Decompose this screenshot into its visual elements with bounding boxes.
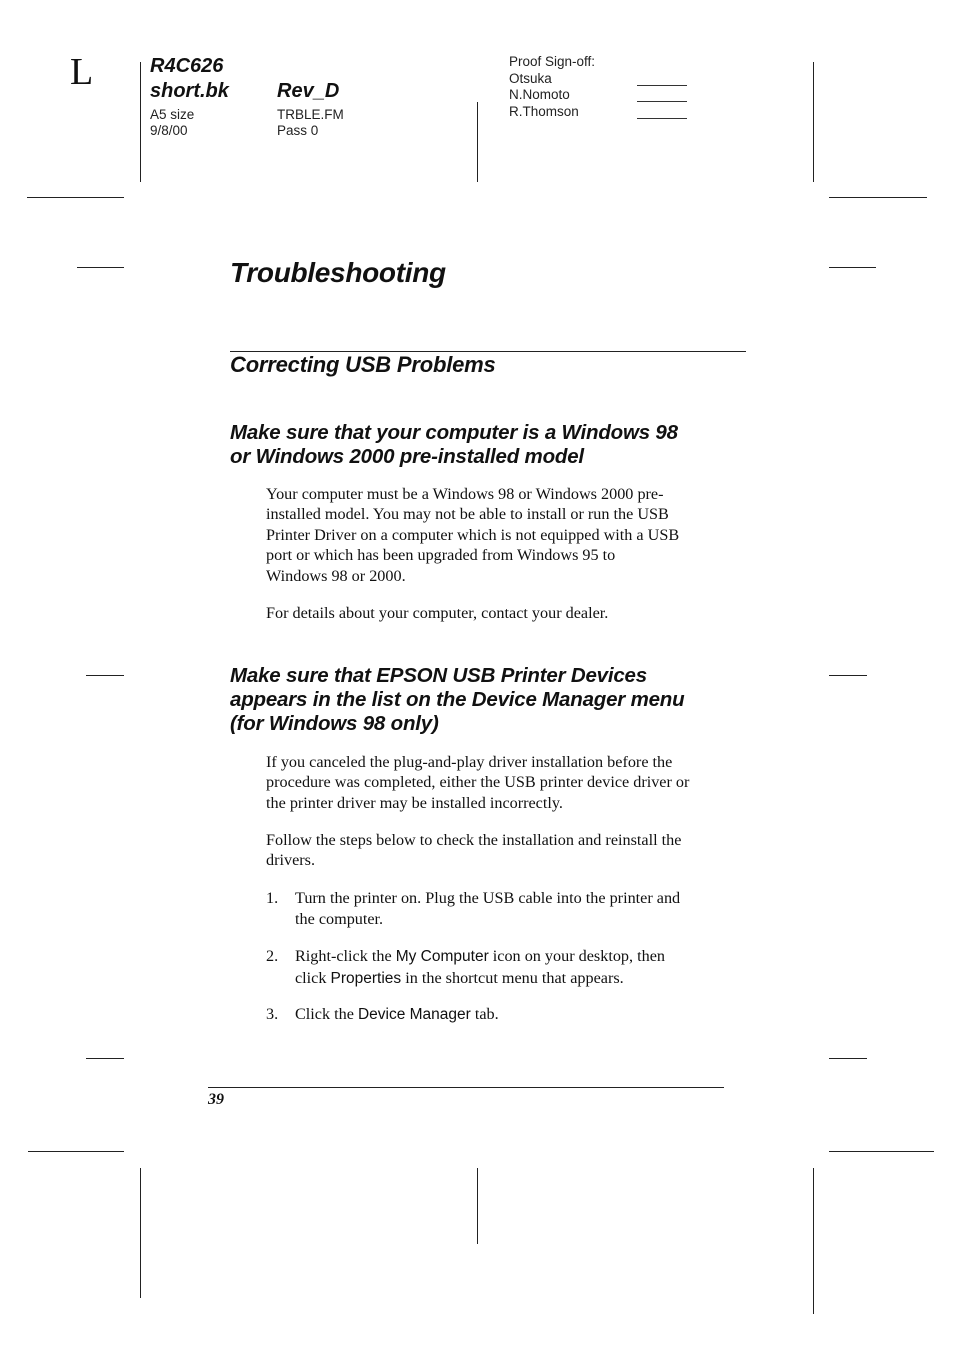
- text-line: installed model. You may not be able to install or run the USB: [266, 505, 669, 524]
- signer-name: N.Nomoto: [509, 87, 570, 102]
- step-number: 1.: [266, 889, 279, 907]
- crop-mark-top-left-vertical: [140, 62, 141, 182]
- text-line: Windows 98 or 2000.: [266, 566, 406, 585]
- text-line: the printer driver may be installed incorrectly.: [266, 793, 563, 812]
- ui-term-my-computer: My Computer: [395, 948, 489, 965]
- step-line: [295, 968, 756, 990]
- signer-name: R.Thomson: [509, 104, 579, 119]
- crop-mark-top-right-horizontal: [829, 197, 927, 198]
- heading-line: Make sure that EPSON USB Printer Devices: [230, 664, 647, 687]
- heading-line: (for Windows 98 only): [230, 712, 439, 735]
- heading-line: or Windows 2000 pre-installed model: [230, 445, 584, 468]
- chapter-title: Troubleshooting: [230, 257, 446, 288]
- crop-mark-bottom-right-vertical: [813, 1168, 814, 1314]
- crop-mark-top-left-horizontal: [27, 197, 124, 198]
- trim-mark-left-2: [86, 675, 124, 676]
- crop-mark-bottom-left-horizontal: [28, 1151, 124, 1152]
- text-line: Follow the steps below to check the installation and reinstall the: [266, 831, 682, 849]
- print-date: 9/8/00: [150, 123, 188, 138]
- heading-line: Make sure that your computer is a Windows 98: [230, 421, 678, 444]
- step-text: Click the: [295, 1005, 358, 1023]
- pass-number: Pass 0: [277, 123, 319, 138]
- crop-mark-bottom-left-vertical: [140, 1168, 141, 1298]
- ui-term-properties: Properties: [330, 969, 402, 987]
- step-1: [266, 888, 756, 930]
- footer-rule: [208, 1087, 724, 1088]
- subsection-heading-device-manager: [230, 664, 770, 736]
- step-line: Turn the printer on. Plug the USB cable into the printer and: [295, 889, 681, 907]
- step-text: in the shortcut menu that appears.: [401, 968, 624, 987]
- paragraph-contact-dealer: For details about your computer, contact your dealer.: [266, 604, 609, 622]
- text-line: port or which has been upgraded from Windows 95 to: [266, 546, 616, 565]
- step-text: click: [295, 968, 331, 987]
- step-line: [295, 1004, 756, 1026]
- paragraph-requirements: [266, 484, 756, 586]
- step-line: [295, 946, 756, 968]
- signer-name: Otsuka: [509, 71, 552, 86]
- signature-line: [637, 85, 687, 86]
- step-number: 3.: [266, 1005, 279, 1023]
- page-number: 39: [208, 1091, 224, 1108]
- crop-mark-bottom-right-horizontal: [829, 1151, 934, 1152]
- text-line: Printer Driver on a computer which is not equipped with a USB: [266, 525, 680, 544]
- text-line: If you canceled the plug-and-play driver installation before the: [266, 753, 673, 771]
- step-number: 2.: [266, 947, 279, 965]
- step-3: [266, 1004, 756, 1026]
- source-file: TRBLE.FM: [277, 107, 344, 122]
- step-text: Right-click the: [295, 947, 396, 965]
- step-text: icon on your desktop, then: [488, 947, 665, 965]
- text-line: drivers.: [266, 851, 315, 870]
- section-title: Correcting USB Problems: [230, 352, 496, 377]
- step-line: the computer.: [295, 909, 384, 928]
- crop-mark-top-right-vertical: [813, 62, 814, 182]
- trim-mark-right-2: [829, 675, 867, 676]
- revision: Rev_D: [277, 80, 340, 102]
- step-2: [266, 946, 756, 990]
- signature-line: [637, 118, 687, 119]
- step-text: tab.: [470, 1005, 499, 1023]
- paragraph-canceled-install: [266, 752, 756, 813]
- signature-line: [637, 101, 687, 102]
- proof-signoff-title: Proof Sign-off:: [509, 54, 596, 69]
- book-code: R4C626: [150, 55, 224, 77]
- text-line: Your computer must be a Windows 98 or Windows 2000 pre-: [266, 485, 664, 503]
- crop-mark-top-center-vertical: [477, 102, 478, 182]
- heading-line: appears in the list on the Device Manager menu: [230, 688, 685, 711]
- book-file: short.bk: [150, 80, 229, 102]
- trim-mark-left-3: [86, 1058, 124, 1059]
- subsection-heading-windows: [230, 421, 770, 469]
- trim-mark-right-1: [829, 267, 876, 268]
- paper-size: A5 size: [150, 107, 195, 122]
- text-line: procedure was completed, either the USB printer device driver or: [266, 773, 690, 792]
- header-letter: L: [70, 51, 94, 93]
- crop-mark-bottom-center-vertical: [477, 1168, 478, 1244]
- paragraph-follow-steps: [266, 830, 756, 871]
- trim-mark-right-3: [829, 1058, 867, 1059]
- trim-mark-left-1: [77, 267, 124, 268]
- ui-term-device-manager: Device Manager: [357, 1006, 471, 1023]
